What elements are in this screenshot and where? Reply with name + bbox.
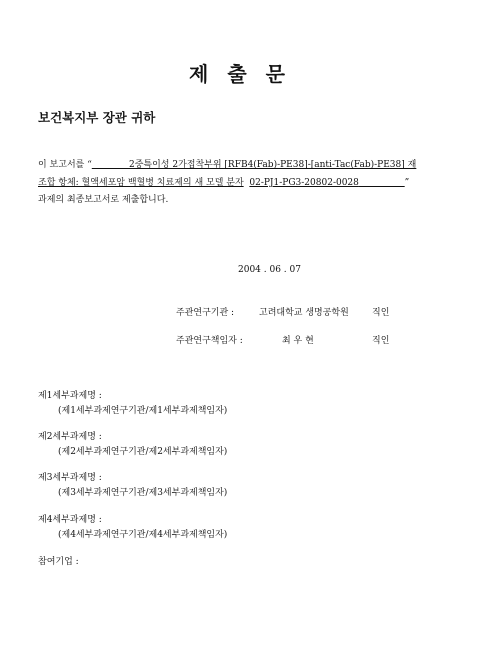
body-line-1 — [38, 157, 416, 170]
subproject-1-detail: (제1세부과제연구기관/제1세부과제책임자) — [58, 406, 228, 416]
participating-companies: 참여기업 : — [38, 557, 79, 567]
lead-org-seal: 직인 — [372, 308, 390, 318]
subproject-2-detail: (제2세부과제연구기관/제2세부과제책임자) — [58, 447, 228, 457]
subproject-4-name: 제4세부과제명 : — [38, 515, 102, 525]
submission-date: 2004 . 06 . 07 — [238, 265, 301, 275]
quote-close: ” — [404, 178, 410, 188]
lead-org-label: 주관연구기관 : — [176, 308, 235, 318]
lead-org-value: 고려대학교 생명공학원 — [259, 308, 349, 318]
project-title-part1: 2중특이성 2가접착부위 [RFB4(Fab)-PE38]-[anti-Tac(Fab)-PE38] 재 — [129, 160, 417, 170]
lead-pi-value: 최 우 현 — [282, 336, 314, 346]
quote-open: 이 보고서를 “ — [38, 160, 92, 170]
page-title: 제 출 문 — [189, 62, 291, 86]
subproject-2-name: 제2세부과제명 : — [38, 432, 102, 442]
project-code: 02-PJ1-PG3-20802-0028 — [249, 178, 359, 188]
recipient: 보건복지부 장관 귀하 — [38, 110, 156, 125]
subproject-3-name: 제3세부과제명 : — [38, 473, 102, 483]
body-line-3: 과제의 최종보고서로 제출합니다. — [38, 195, 169, 205]
subproject-1-name: 제1세부과제명 : — [38, 391, 102, 401]
lead-pi-seal: 직인 — [372, 336, 390, 346]
body-line-2 — [38, 175, 409, 188]
project-title-part2: 조합 항체: 혈액세포암 백혈병 치료제의 새 모델 분자 — [38, 178, 244, 188]
subproject-3-detail: (제3세부과제연구기관/제3세부과제책임자) — [58, 488, 228, 498]
lead-pi-label: 주관연구책임자 : — [176, 336, 243, 346]
subproject-4-detail: (제4세부과제연구기관/제4세부과제책임자) — [58, 530, 228, 540]
